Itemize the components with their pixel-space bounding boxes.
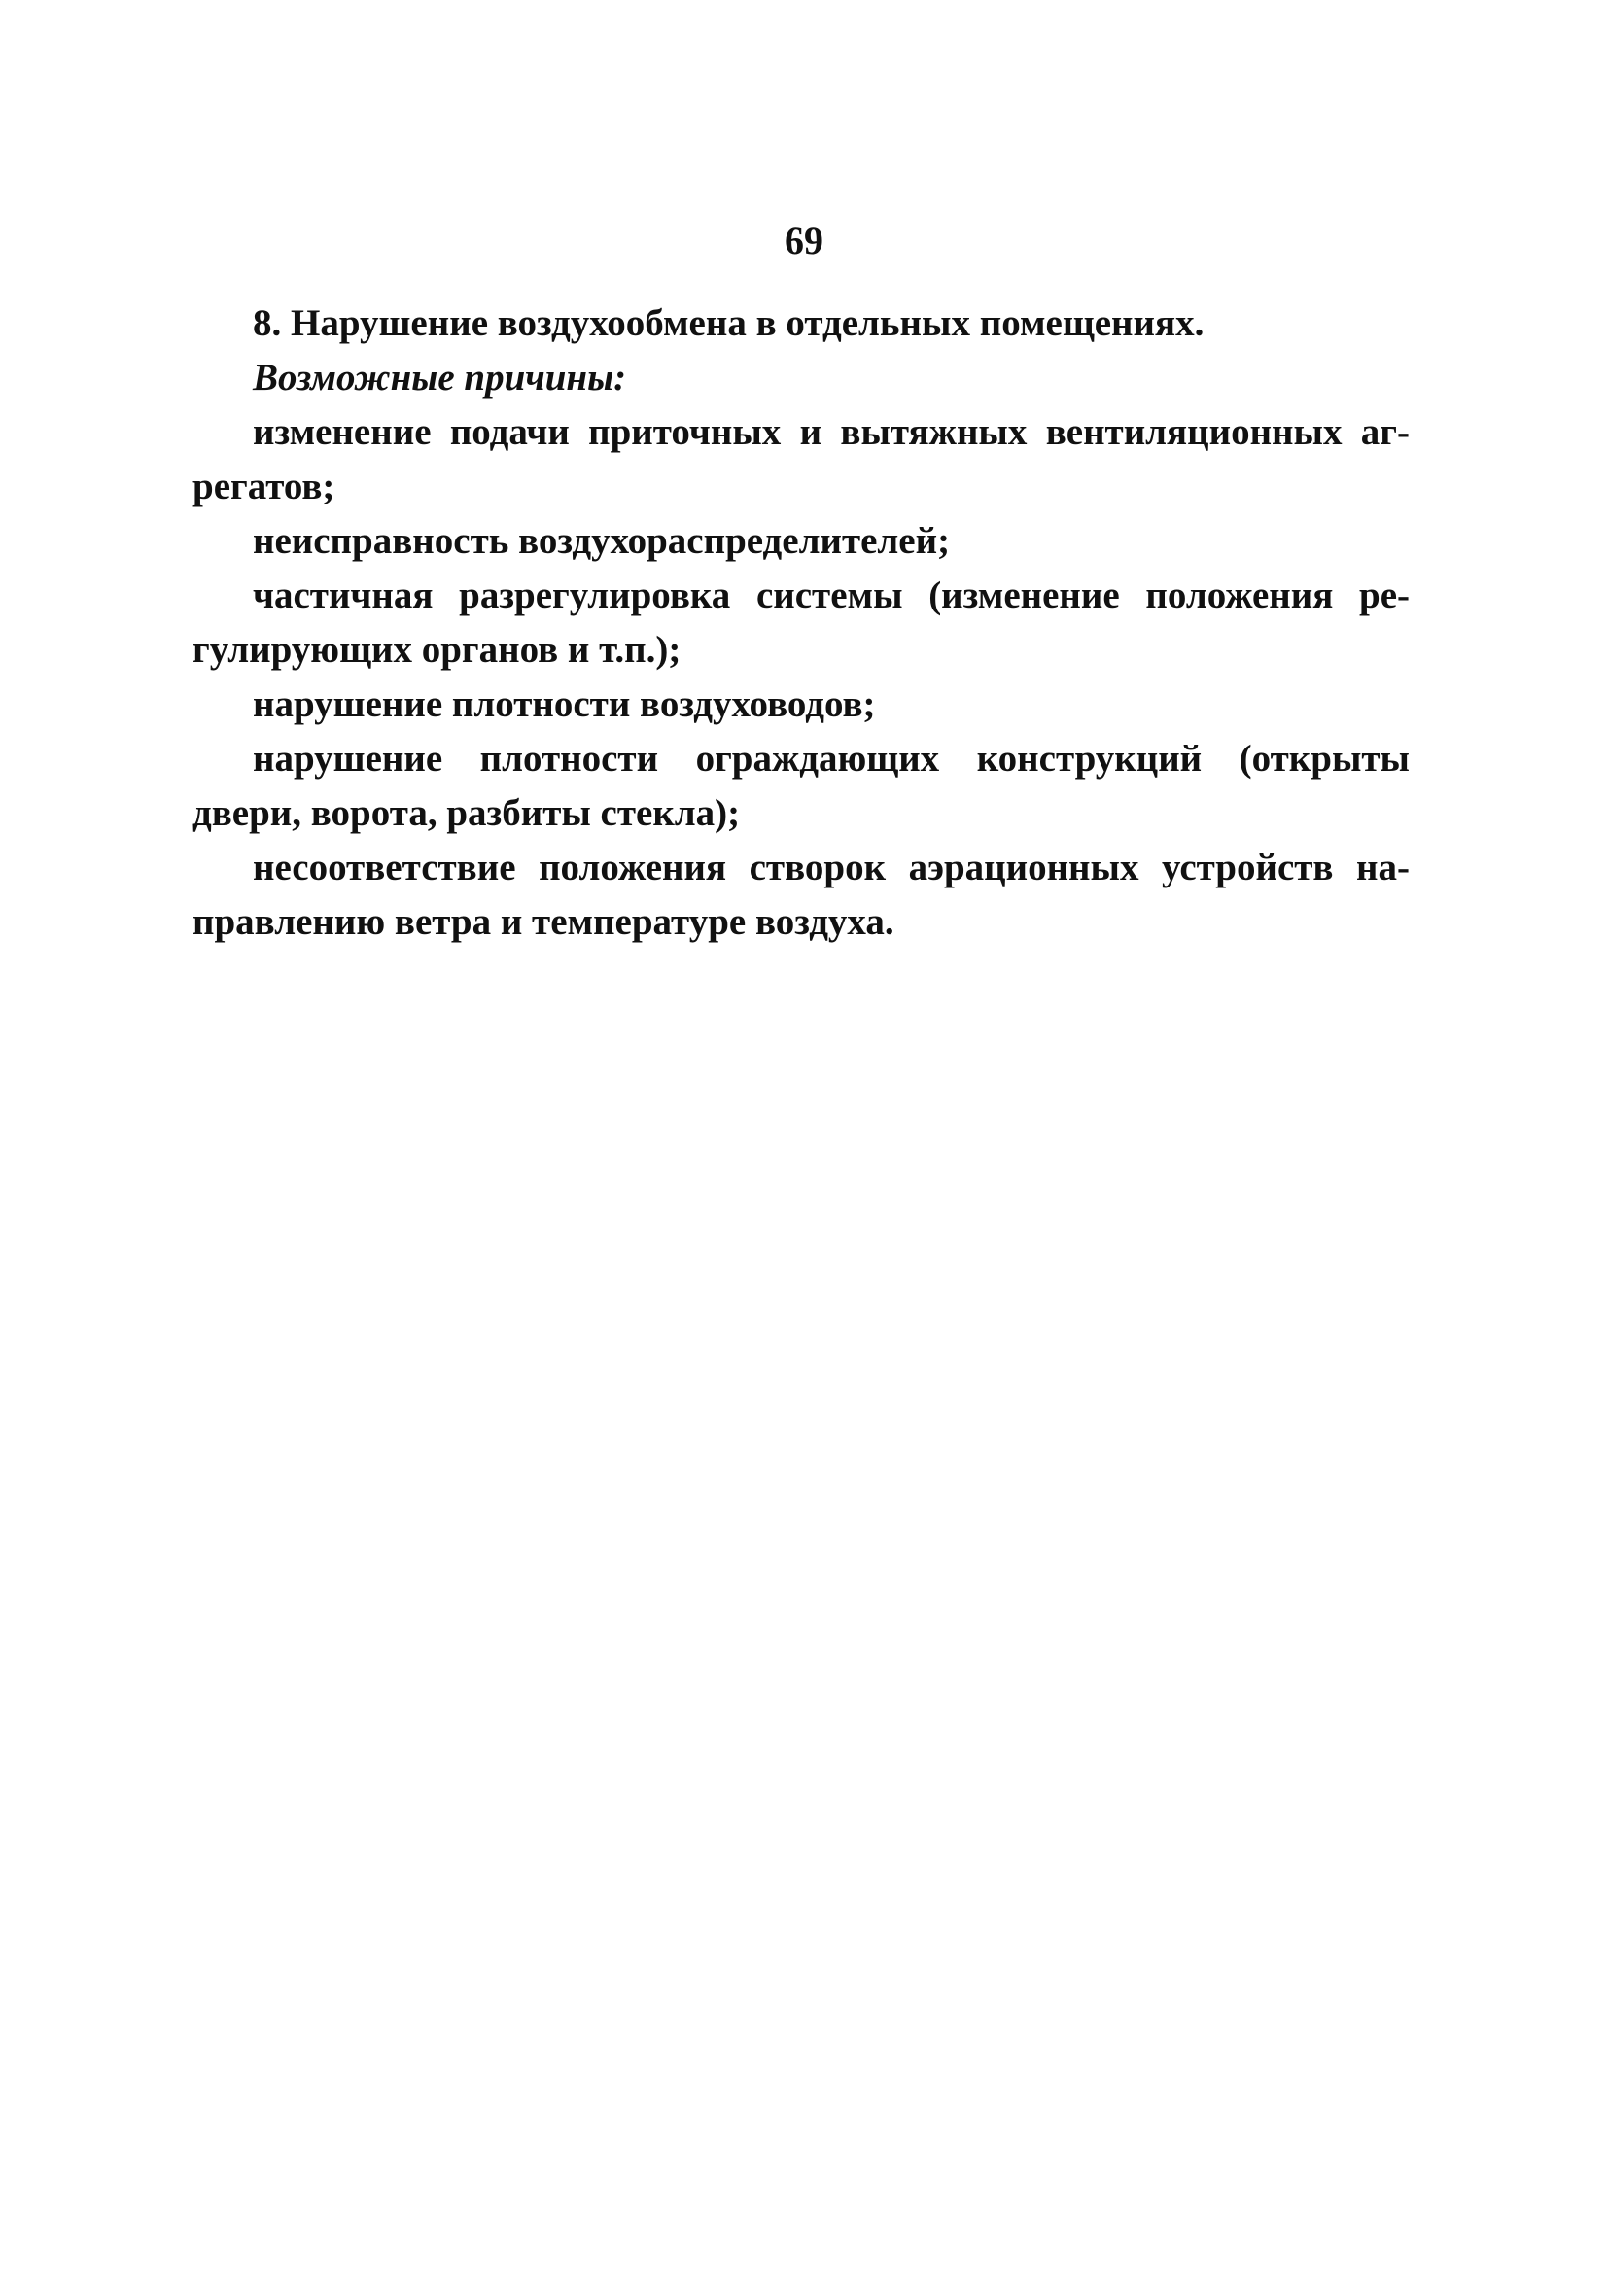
- list-item-line: нарушение плотности воздуховодов;: [253, 683, 876, 725]
- section-subheading: Возможные причины:: [253, 357, 627, 399]
- section-heading: 8. Нарушение воздухообмена в отдельных помещениях.: [253, 302, 1205, 344]
- list-item-line: гулирующих органов и т.п.);: [192, 629, 682, 671]
- list-item-line: несоответствие положения створок аэрационных устройств на-: [253, 847, 1410, 888]
- list-item-line: частичная разрегулировка системы (изменение положения ре-: [253, 574, 1410, 616]
- list-item-line: изменение подачи приточных и вытяжных вентиляционных аг-: [253, 411, 1410, 453]
- list-item-line: нарушение плотности ограждающих конструкций (открыты: [253, 738, 1410, 780]
- document-body: [192, 296, 1410, 950]
- list-item-line: правлению ветра и температуре воздуха.: [192, 901, 894, 943]
- list-item-line: двери, ворота, разбиты стекла);: [192, 792, 741, 834]
- page-number: 69: [785, 219, 823, 262]
- list-item-line: неисправность воздухораспределителей;: [253, 520, 951, 562]
- list-item-line: регатов;: [192, 466, 335, 507]
